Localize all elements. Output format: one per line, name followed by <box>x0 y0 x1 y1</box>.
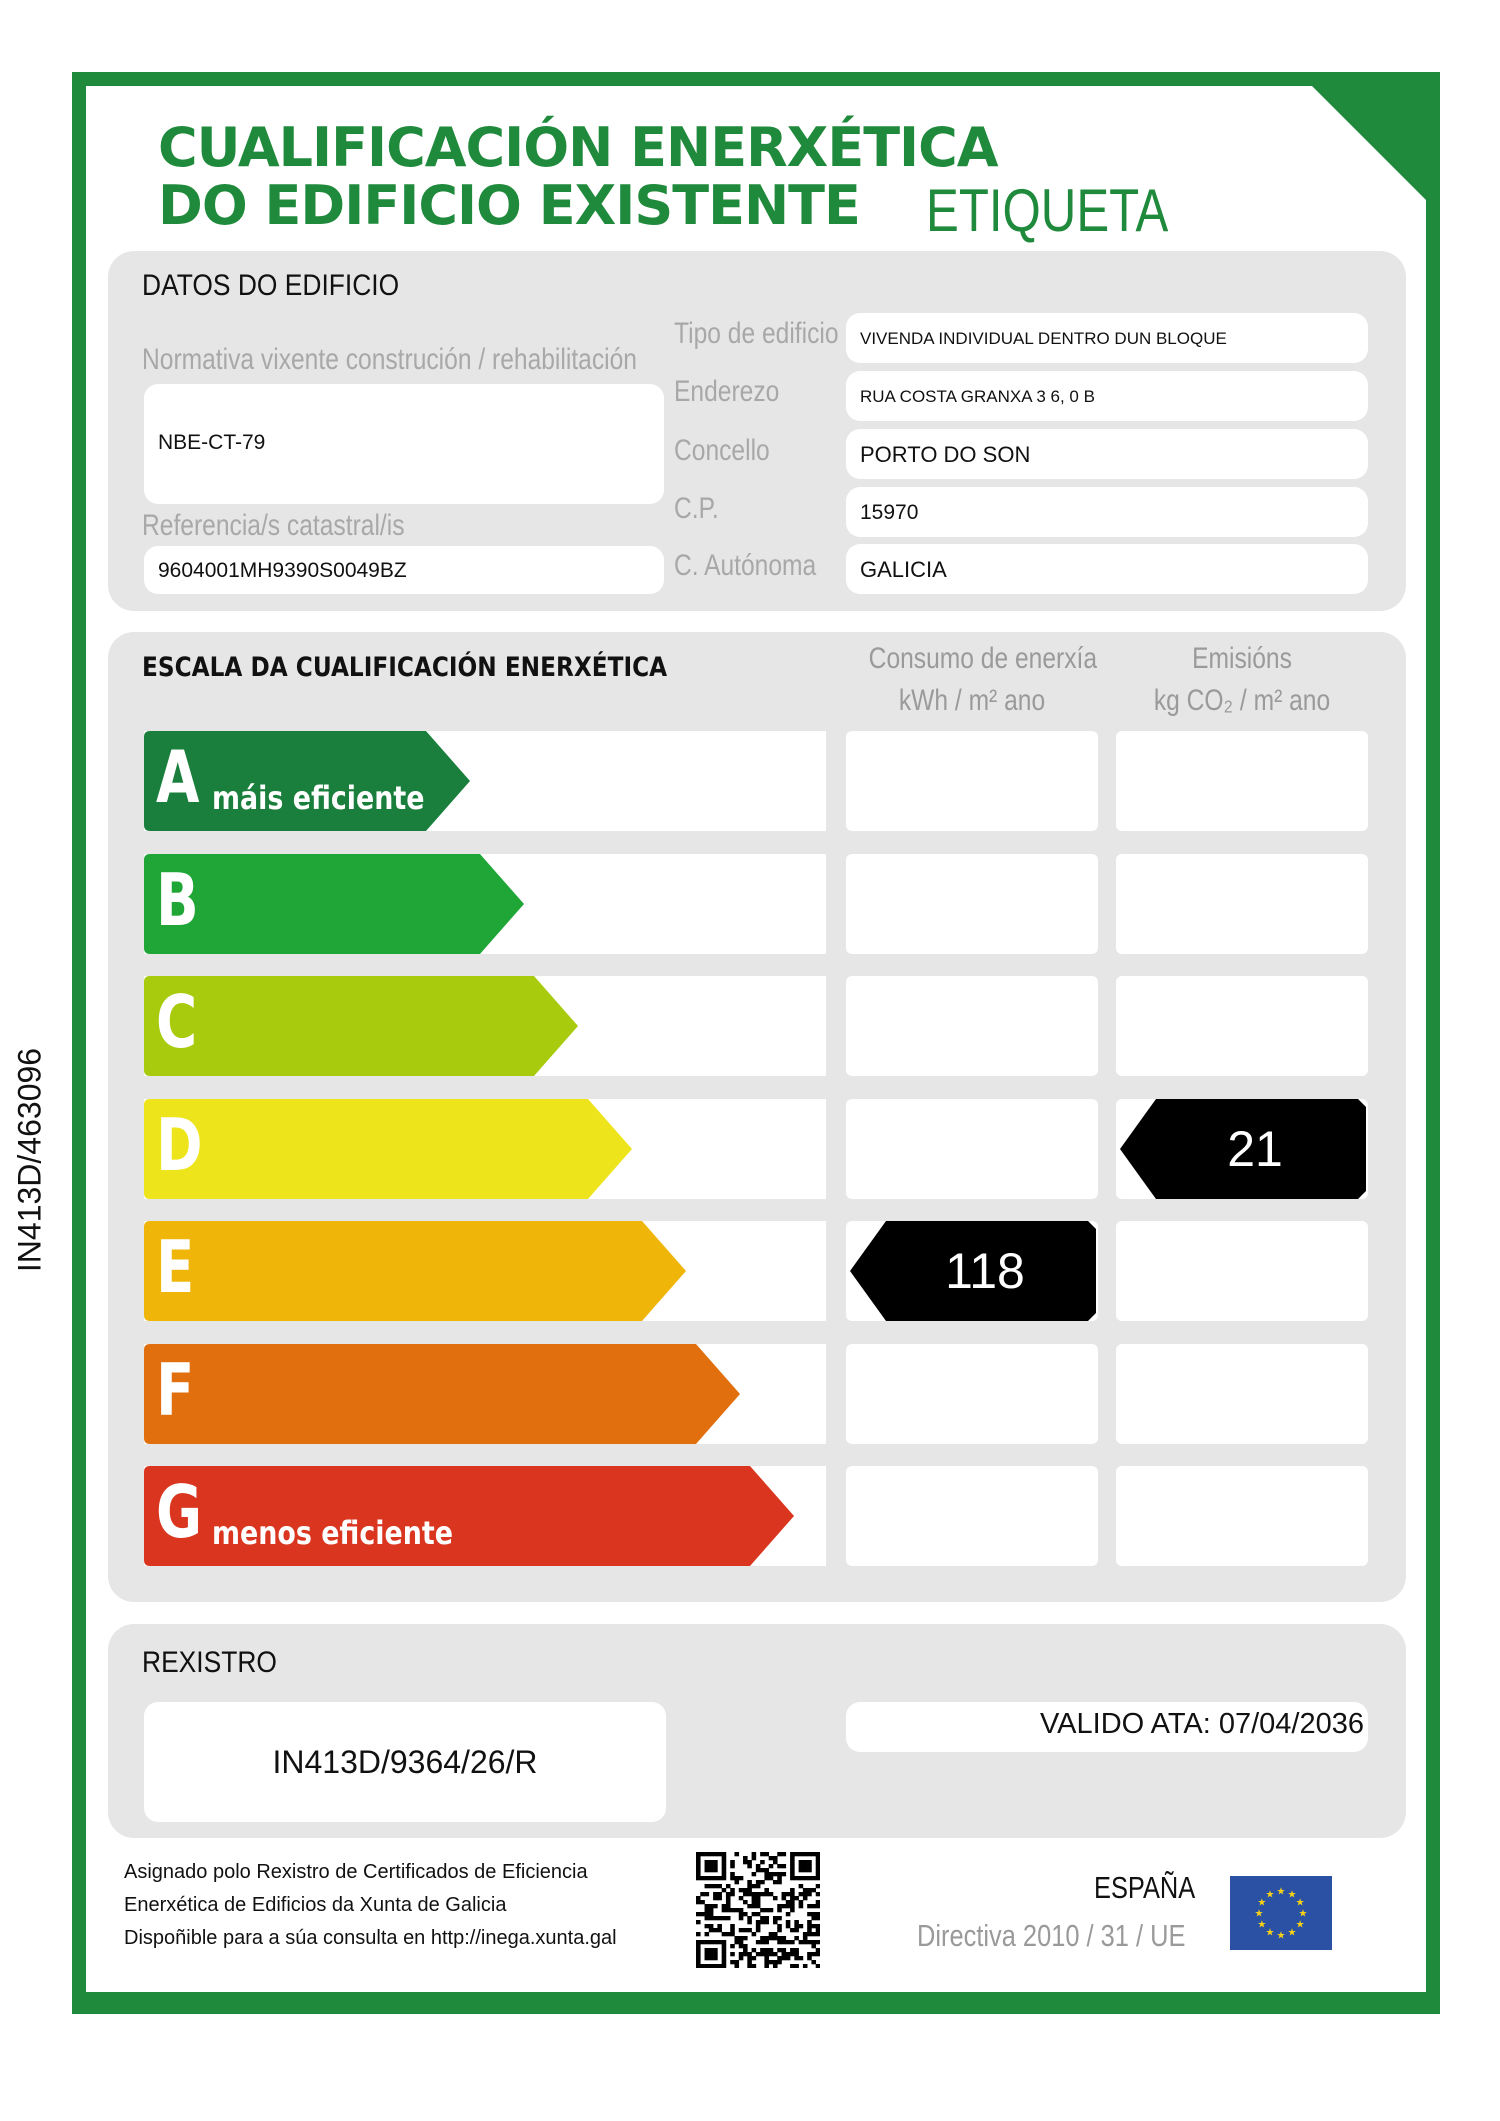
cp-value: 15970 <box>860 501 919 524</box>
emisions-rating-indicator <box>1120 1099 1366 1199</box>
class-subtitle: menos eficiente <box>212 1514 453 1552</box>
svg-text:★: ★ <box>1295 1897 1305 1909</box>
svg-text:★: ★ <box>1298 1908 1308 1920</box>
consumo-cell-d <box>846 1099 1098 1199</box>
footer-line-3: Dispoñible para a súa consulta en http://inega.xunta.gal <box>124 1927 617 1949</box>
emisions-cell-e <box>1116 1221 1368 1321</box>
class-arrow-a <box>144 731 470 831</box>
corner-triangle <box>1311 85 1427 201</box>
class-letter: B <box>156 857 199 942</box>
eu-flag-icon <box>1230 1876 1332 1950</box>
normativa-label: Normativa vixente construción / rehabilitación <box>142 343 637 376</box>
cp-label: C.P. <box>674 492 719 525</box>
class-subtitle: máis eficiente <box>212 779 425 817</box>
class-arrow-shape-d <box>144 1099 632 1199</box>
registry-number-field <box>144 1702 666 1822</box>
class-arrow-shape-c <box>144 976 578 1076</box>
class-letter: E <box>156 1225 195 1309</box>
svg-text:★: ★ <box>1265 1927 1275 1939</box>
referencia-value: 9604001MH9390S0049BZ <box>158 559 407 582</box>
class-arrow-f <box>144 1344 740 1444</box>
registry-panel <box>108 1624 1406 1838</box>
consumo-cell-c <box>846 976 1098 1076</box>
label-frame <box>72 72 1440 2014</box>
concello-field <box>846 429 1368 479</box>
class-arrow-b <box>144 854 524 954</box>
class-arrow-shape-b <box>144 854 524 954</box>
tipo-field <box>846 313 1368 363</box>
consumo-value: 118 <box>945 1243 1025 1299</box>
svg-text:★: ★ <box>1276 1886 1286 1898</box>
class-letter: A <box>156 735 200 819</box>
consumo-cell-g <box>846 1466 1098 1566</box>
class-letter: D <box>156 1102 203 1187</box>
country-label: ESPAÑA <box>1094 1870 1196 1905</box>
qr-code-image[interactable] <box>696 1852 820 1968</box>
svg-text:★: ★ <box>1295 1919 1305 1931</box>
class-arrow-shape-f <box>144 1344 740 1444</box>
class-arrow-fill-e <box>144 1221 686 1321</box>
normativa-value: NBE-CT-79 <box>158 431 266 454</box>
emisions-cell-g <box>1116 1466 1368 1566</box>
svg-text:★: ★ <box>1287 1927 1297 1939</box>
validity-field <box>846 1702 1368 1752</box>
energy-scale-panel <box>108 632 1406 1602</box>
class-arrow-fill-d <box>144 1099 632 1199</box>
consumo-cell-a <box>846 731 1098 831</box>
title-line-1: CUALIFICACIÓN ENERXÉTICA <box>158 116 998 179</box>
class-arrow-fill-f <box>144 1344 740 1444</box>
emisions-value: 21 <box>1227 1120 1283 1177</box>
registry-section-title: REXISTRO <box>142 1646 277 1679</box>
building-data-panel <box>108 251 1406 611</box>
class-letter: G <box>156 1470 203 1554</box>
svg-text:★: ★ <box>1257 1897 1267 1909</box>
class-arrow-fill-b <box>144 854 524 954</box>
consumo-header <box>868 638 1098 722</box>
consumo-header-line1: Consumo de enerxía <box>868 642 1098 675</box>
referencia-field <box>144 546 664 594</box>
class-arrow-fill-c <box>144 976 578 1076</box>
footer-text <box>124 1856 617 1955</box>
registry-number: IN413D/9364/26/R <box>272 1744 538 1780</box>
directive-label: Directiva 2010 / 31 / UE <box>917 1918 1186 1953</box>
class-arrow-e <box>144 1221 686 1321</box>
autonoma-field <box>846 544 1368 594</box>
enderezo-value: RUA COSTA GRANXA 3 6, 0 B <box>860 387 1095 406</box>
emisions-cell-f <box>1116 1344 1368 1444</box>
side-registry-code: IN413D/463096 <box>11 1047 48 1273</box>
autonoma-value: GALICIA <box>860 557 947 582</box>
class-letter: C <box>156 980 198 1064</box>
consumo-header-line2: kWh / m² ano <box>898 684 1046 717</box>
consumo-rating-indicator <box>850 1221 1096 1321</box>
building-section-title: DATOS DO EDIFICIO <box>142 269 400 302</box>
consumo-cell-b <box>846 854 1098 954</box>
emisions-header <box>1139 638 1346 722</box>
class-arrow-c <box>144 976 578 1076</box>
concello-value: PORTO DO SON <box>860 442 1031 467</box>
enderezo-label: Enderezo <box>674 375 780 408</box>
svg-text:★: ★ <box>1257 1919 1267 1931</box>
label-inner <box>86 86 1426 1992</box>
etiqueta-label: ETIQUETA <box>926 177 1169 244</box>
footer-line-2: Enerxética de Edificios da Xunta de Galicia <box>124 1894 507 1916</box>
normativa-field <box>144 384 664 504</box>
emisions-header-line2: kg CO₂ / m² ano <box>1153 684 1331 717</box>
scale-section-title: ESCALA DA CUALIFICACIÓN ENERXÉTICA <box>142 652 668 683</box>
emisions-cell-c <box>1116 976 1368 1076</box>
class-letter: F <box>156 1347 195 1432</box>
class-arrow-g <box>144 1466 794 1566</box>
emisions-cell-b <box>1116 854 1368 954</box>
cp-field <box>846 487 1368 537</box>
title-line-2: DO EDIFICIO EXISTENTE <box>158 174 860 237</box>
tipo-value: VIVENDA INDIVIDUAL DENTRO DUN BLOQUE <box>860 329 1227 348</box>
autonoma-label: C. Autónoma <box>674 549 817 582</box>
svg-text:★: ★ <box>1276 1930 1286 1942</box>
svg-text:★: ★ <box>1254 1908 1264 1920</box>
consumo-cell-f <box>846 1344 1098 1444</box>
enderezo-field <box>846 371 1368 421</box>
emisions-cell-a <box>1116 731 1368 831</box>
tipo-label: Tipo de edificio <box>674 317 839 350</box>
svg-text:★: ★ <box>1265 1889 1275 1901</box>
class-arrow-shape-e <box>144 1221 686 1321</box>
referencia-label: Referencia/s catastral/is <box>142 509 405 542</box>
class-arrow-d <box>144 1099 632 1199</box>
emisions-header-line1: Emisións <box>1192 642 1292 675</box>
svg-text:★: ★ <box>1287 1889 1297 1901</box>
concello-label: Concello <box>674 434 770 467</box>
footer-line-1: Asignado polo Rexistro de Certificados de Eficiencia <box>124 1861 588 1883</box>
validity-value: VALIDO ATA: 07/04/2036 <box>1039 1708 1364 1740</box>
